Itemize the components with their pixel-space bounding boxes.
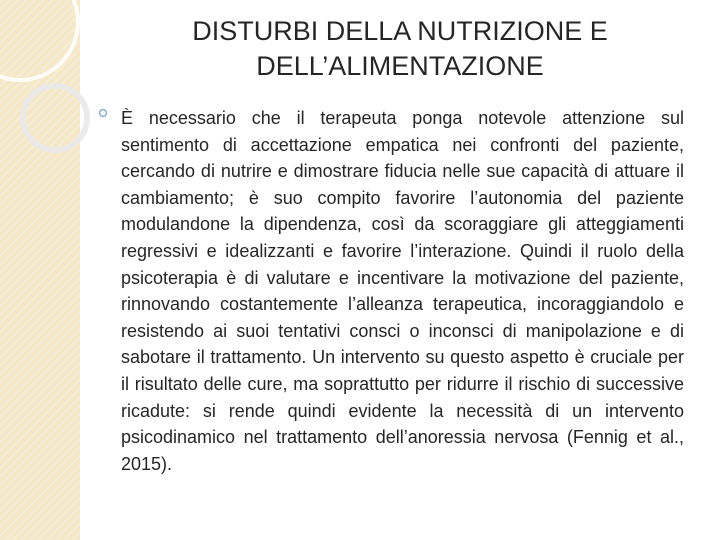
body-paragraph: È necessario che il terapeuta ponga notevole attenzione sul sentimento di accettazione empatica nei confronti del paziente, cercando di nutrire e dimostrare fiducia nelle sue capacità di attuare il cambiamento; è suo compito favorire l’autonomia del paziente modulandone la dipendenza, così da scoraggiare gli atteggiamenti regressivi e idealizzanti e favorire l’interazione. Quindi il ruolo della psicoterapia è di valutare e incentivare la motivazione del paziente, rinnovando costantemente l’alleanza terapeutica, incoraggiandolo e resistendo ai suoi tentativi consci o inconsci di manipolazione e di sabotare il trattamento. Un intervento su questo aspetto è cruciale per il risultato delle cure, ma soprattutto per ridurre il rischio di successive ricadute: si rende quindi evidente la necessità di un intervento psicodinamico nel trattamento dell’anoressia nervosa (Fennig et al., 2015).: [121, 108, 684, 474]
decor-ring-medium: [23, 86, 87, 150]
decorative-circles: [0, 0, 120, 150]
title-line-1: DISTURBI DELLA NUTRIZIONE E: [192, 16, 608, 46]
circle-bullet-icon: [98, 108, 108, 118]
decor-ring-large: [0, 0, 78, 80]
title-line-2: DELL’ALIMENTAZIONE: [256, 51, 544, 81]
slide-title: [120, 14, 680, 84]
